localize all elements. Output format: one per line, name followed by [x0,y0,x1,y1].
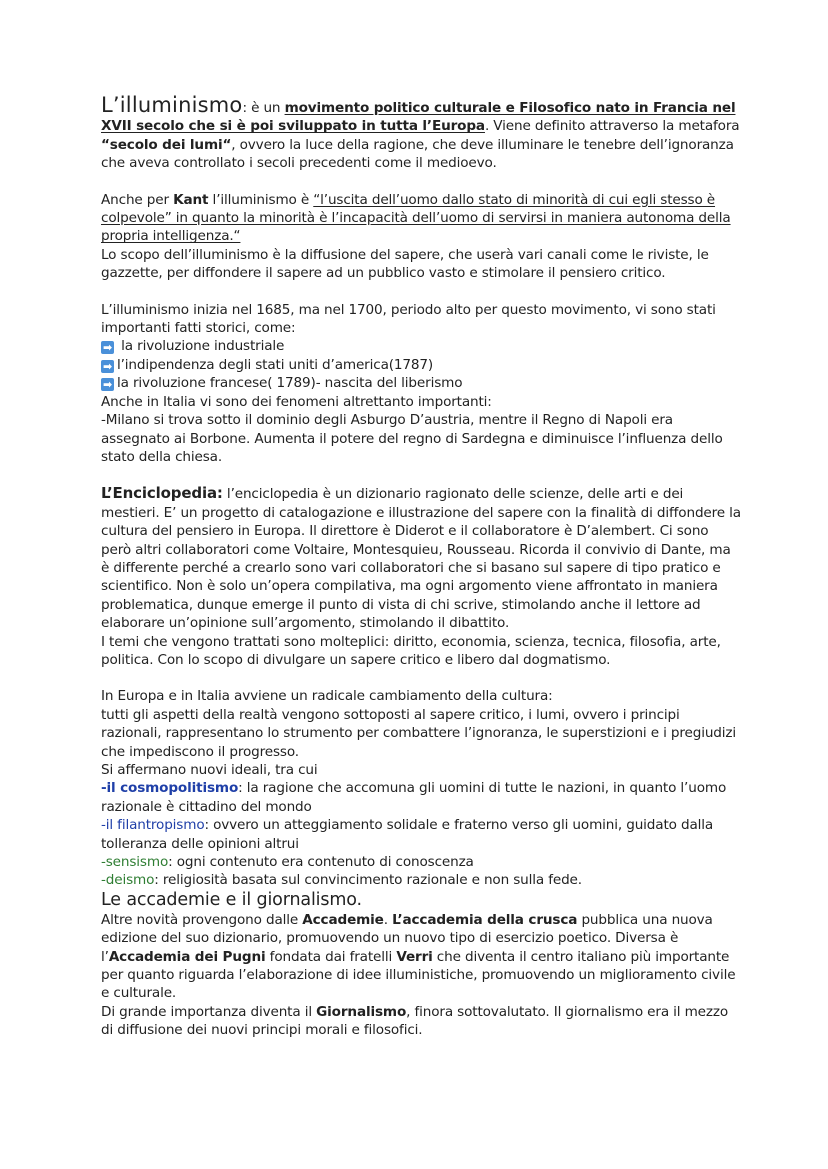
accademie-heading: Le accademie e il giornalismo. [101,889,362,910]
europa-intro: In Europa e in Italia avviene un radicale cambiamento della cultura: [101,688,553,705]
milano-paragraph: -Milano si trova sotto il dominio degli Asburgo D’austria, mentre il Regno di Napoli era assegnato ai Borbone. Aumenta il potere del regno di Sardegna e diminuisce l’influenza dello stato della chiesa. [101,412,723,465]
temi-paragraph: I temi che vengono trattati sono molteplici: diritto, economia, scienza, tecnica, filosofia, arte, politica. Con lo scopo di divulgare un sapere critico e libero dal dogmatismo. [101,633,721,668]
facts-intro: L’illuminismo inizia nel 1685, ma nel 1700, periodo alto per questo movimento, vi sono stati importanti fatti storici, come: [101,301,716,337]
secolo-dei-lumi: “secolo dei lumi“ [101,136,232,153]
arrow-right-icon: ➡ [102,359,113,373]
document-page [101,93,741,1040]
giornalismo-paragraph: Di grande importanza diventa il Giornalismo, finora sottovalutato. Il giornalismo era il mezzo di diffusione dei nuovi principi morali e filosofici. [101,1003,729,1039]
list-item: ➡ l’indipendenza degli stati uniti d’america(1787) [102,356,434,373]
kant-paragraph: Anche per Kant l’illuminismo è “l’uscita dell’uomo dallo stato di minorità di cui egli stesso è colpevole” in quanto la minorità è l’incapacità dell’uomo di servirsi in maniera autonoma della propria intelligenza.“ [101,191,731,245]
intro-paragraph: L’illuminismo: è un movimento politico culturale e Filosofico nato in Francia nel XVII secolo che si è poi sviluppato in tutta l’Europa. Viene definito attraverso la metafora “secolo dei lumi“, ovvero la luce della ragione, che deve illuminare le tenebre dell’ignoranza che aveva controllato i secoli precedenti come il medioevo. [101,93,740,172]
enciclopedia-paragraph: L’Enciclopedia: l’enciclopedia è un dizionario ragionato delle scienze, delle arti e dei mestieri. E’ un progetto di catalogazione e illustrazione del sapere con la finalità di diffondere la cultura del pensiero in Europa. Il direttore è Diderot e il collaboratore è D’alembert. Ci sono però altri collaboratori come Voltaire, Montesquieu, Rousseau. Ricorda il convivio di Dante, ma è differente perché a crearlo sono vari collaboratori che si basano sul sapere di tipo pratico e scientifico. Non è solo un’opera compilativa, ma ogni argomento viene affrontato in maniera problematica, dunque emerge il punto di vista di chi scrive, stimolando anche il lettore ad elaborare un’opinione sull’argomento, stimolando il dibattito. [101,484,741,632]
ideale-filantropismo: -il filantropismo: ovvero un atteggiamento solidale e fraterno verso gli uomini, guidato dalla tolleranza delle opinioni altrui [101,817,714,852]
kant-quote: “l’uscita dell’uomo dallo stato di minorità di cui egli stesso è colpevole” in quanto la minorità è l’incapacità dell’uomo di servirsi in maniera autonoma della propria intelligenza.“ [101,191,731,245]
arrow-right-icon: ➡ [102,341,113,355]
kant-name: Kant [173,191,209,208]
europa-paragraph: tutti gli aspetti della realtà vengono sottoposti al sapere critico, i lumi, ovvero i principi razionali, rappresentano lo strumento per combattere l’ignoranza, le superstizioni e i pregiudizi che impediscono il progresso. [101,706,737,760]
ideale-deismo: -deismo: religiosità basata sul convincimento razionale e non sulla fede. [101,872,582,889]
arrow-right-icon: ➡ [102,378,113,392]
enciclopedia-heading: L’Enciclopedia: [101,484,223,503]
list-item: ➡ la rivoluzione francese( 1789)- nascita del liberismo [102,375,463,392]
intro-definition: movimento politico culturale e Filosofico nato in Francia nel XVII secolo che si è poi sviluppato in tutta l’Europa [101,100,736,135]
italy-intro: Anche in Italia vi sono dei fenomeni altrettanto importanti: [101,393,492,410]
scope-paragraph: Lo scopo dell’illuminismo è la diffusione del sapere, che userà vari canali come le riviste, le gazzette, per diffondere il sapere ad un pubblico vasto e stimolare il pensiero critico. [101,246,709,282]
ideale-sensismo: -sensismo: ogni contenuto era contenuto di conoscenza [101,854,474,871]
document-title: L’illuminismo [101,93,243,117]
accademie-paragraph: Altre novità provengono dalle Accademie. L’accademia della crusca pubblica una nuova edizione del suo dizionario, promuovendo un nuovo tipo di esercizio poetico. Diversa è l’Accademia dei Pugni fondata dai fratelli Verri che diventa il centro italiano più importante per quanto riguarda l’elaborazione di idee illuministiche, promuovendo un miglioramento civile e culturale. [101,911,736,1002]
list-item: ➡ la rivoluzione industriale [102,338,285,355]
ideale-cosmopolitismo: -il cosmopolitismo: la ragione che accomuna gli uomini di tutte le nazioni, in quanto l’uomo razionale è cittadino del mondo [101,780,727,815]
ideali-intro: Si affermano nuovi ideali, tra cui [101,762,318,778]
